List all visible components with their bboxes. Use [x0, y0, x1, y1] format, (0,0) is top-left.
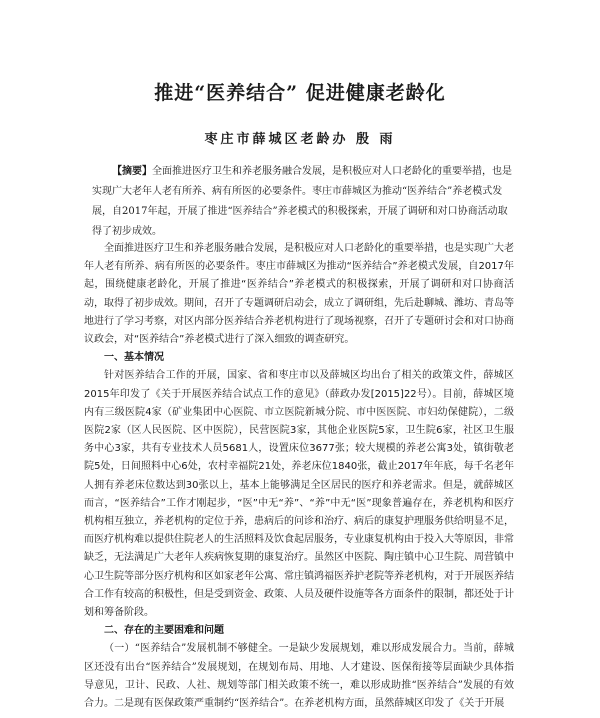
- abstract-label: 【摘要】: [112, 166, 152, 177]
- article-title: 推进“医养结合” 促进健康老龄化: [154, 82, 446, 104]
- abstract-text: 全面推进医疗卫生和养老服务融合发展，是积极应对人口老龄化的重要举措，也是实现广大老年人老有所养、病有所医的必要条件。枣庄市薛城区为推动“医养结合”养老模式发展，自2017年起，开展了推进“医养结合”养老模式的积极探索，开展了调研和对口协商活动取得了初步成效。: [92, 166, 512, 237]
- section-heading-problems: 二、存在的主要困难和问题: [104, 625, 224, 637]
- article-body: [84, 240, 514, 713]
- abstract: [92, 162, 512, 242]
- article-author: 枣庄市薛城区老龄办 殷 雨: [204, 132, 396, 147]
- intro-paragraph: 全面推进医疗卫生和养老服务融合发展，是积极应对人口老龄化的重要举措，也是实现广大老年人老有所养、病有所医的必要条件。枣庄市薛城区为推动“医养结合”养老模式发展，自2017年起，围绕健康老龄化，开展了推进“医养结合”养老模式的积极探索，开展了调研和对口协商活动，取得了初步成效。期间，召开了专题调研启动会，成立了调研组，先后赴聊城、潍坊、青岛等地进行了学习考察，对区内部分医养结合养老机构进行了现场视察，召开了专题研讨会和对口协商议政会，对“医养结合”养老模式进行了深入细致的调查研究。: [84, 243, 514, 346]
- section-heading-basic: 一、基本情况: [104, 352, 164, 364]
- section-paragraph-problems: （一）“医养结合”发展机制不够健全。一是缺少发展规划，难以形成发展合力。当前，薛城区还没有出台“医养结合”发展规划，在规划布局、用地、人才建设、医保衔接等层面缺少具体指导意见，卫计、民政、人社、规划等部门相关政策不统一，难以形成助推“医养结合”发展的有效合力。二是现有医保政策严重制约“医养结合”。在养老机构方面，虽然薛城区印发了《关于开展: [84, 643, 514, 710]
- section-paragraph-basic: 针对医养结合工作的开展，国家、省和枣庄市以及薛城区均出台了相关的政策文件，薛城区2015年印发了《关于开展医养结合试点工作的意见》（薛政办发[2015]22号）。目前，薛城区境内有三级医院4家（矿业集团中心医院、市立医院新城分院、市中医医院、市妇幼保健院），二级医院2家（区人民医院、区中医院），民营医院3家，其他企业医院5家，卫生院6家，社区卫生服务中心3家，共有专业技术人员5681人，设置床位3677张；较大规模的养老公寓3处，镇街敬老院5处，日间照料中心6处，农村幸福院21处，养老床位1840张，截止2017年年底，每千名老年人拥有养老床位数达到30张以上，基本上能够满足全区居民的医疗和养老需求。但是，就薛城区而言，“医养结合”工作才刚起步，“医”中无“养”、“养”中无“医”现象普遍存在，养老机构和医疗机构相互独立，养老机构的定位于养，患病后的问诊和治疗、病后的康复护理服务供给明显不足，而医疗机构难以提供住院老人的生活照料及饮食起居服务，专业康复机构由于投入大等原因，非常缺乏，无法满足广大老年人疾病恢复期的康复治疗。虽然区中医院、陶庄镇中心卫生院、周营镇中心卫生院等部分医疗机构和区如家老年公寓、常庄镇鸿福医养护老院等养老机构，对于开展医养结合工作有较高的积极性，但是受到资金、政策、人员及硬件设施等各方面条件的限制，都还处于计划和筹备阶段。: [84, 370, 514, 619]
